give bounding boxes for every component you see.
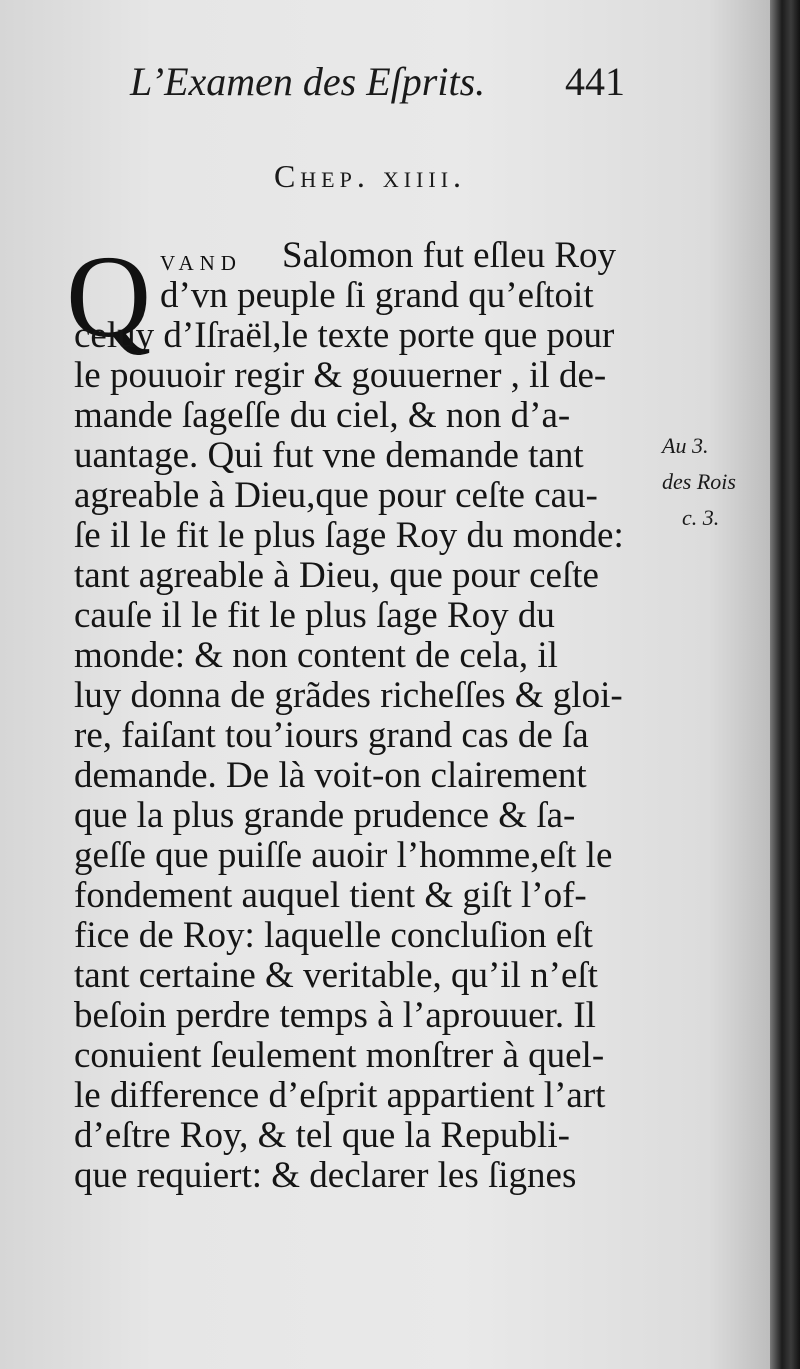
- text-line: monde: & non content de cela, il: [74, 635, 558, 676]
- chapter-heading: Chep. xiiii.: [273, 158, 467, 194]
- margin-note-line: Au 3.: [662, 433, 709, 458]
- margin-note-line: des Rois: [662, 469, 736, 494]
- text-line: re, faiſant tou’iours grand cas de ſa: [74, 715, 589, 756]
- text-line: agreable à Dieu,que pour ceſte cau-: [74, 475, 598, 516]
- text-line: le difference d’eſprit appartient l’art: [74, 1075, 606, 1116]
- drop-cap: Q: [66, 231, 152, 362]
- text-line: d’eſtre Roy, & tel que la Republi-: [74, 1115, 570, 1156]
- text-line: tant certaine & veritable, qu’il n’eſt: [74, 955, 598, 996]
- text-line: Salomon fut eſleu Roy: [282, 235, 616, 276]
- text-line: cauſe il le fit le plus ſage Roy du: [74, 595, 555, 636]
- text-line: ſe il le fit le plus ſage Roy du monde:: [74, 515, 624, 556]
- body-text: [74, 236, 654, 1196]
- book-edge: [770, 0, 800, 1369]
- page-number: 441: [565, 59, 625, 104]
- text-line: tant agreable à Dieu, que pour ceſte: [74, 555, 599, 596]
- text-line: que la plus grande prudence & ſa-: [74, 795, 576, 836]
- text-line: geſſe que puiſſe auoir l’homme,eſt le: [74, 835, 613, 876]
- running-title: L’Examen des Eſprits.: [130, 59, 486, 104]
- running-head: [130, 58, 650, 110]
- text-line: fice de Roy: laquelle concluſion eſt: [74, 915, 593, 956]
- margin-note: [662, 428, 770, 536]
- text-line: que requiert: & declarer les ſignes: [74, 1155, 577, 1196]
- text-line: celuy d’Iſraël,le texte porte que pour: [74, 315, 615, 356]
- text-line: beſoin perdre temps à l’aprouuer. Il: [74, 995, 596, 1036]
- margin-note-line: c. 3.: [682, 505, 720, 530]
- text-line: demande. De là voit-on clairement: [74, 755, 587, 796]
- text-line: uantage. Qui fut vne demande tant: [74, 435, 584, 476]
- text-line: fondement auquel tient & giſt l’of-: [74, 875, 587, 916]
- text-line: conuient ſeulement monſtrer à quel-: [74, 1035, 605, 1076]
- opening-small-caps: vand: [160, 244, 242, 277]
- text-line: d’vn peuple ſi grand qu’eſtoit: [160, 275, 594, 316]
- text-line: luy donna de grãdes richeſſes & gloi-: [74, 675, 623, 716]
- text-line: mande ſageſſe du ciel, & non d’a-: [74, 395, 571, 436]
- text-line: le pouuoir regir & gouuerner , il de-: [74, 355, 607, 396]
